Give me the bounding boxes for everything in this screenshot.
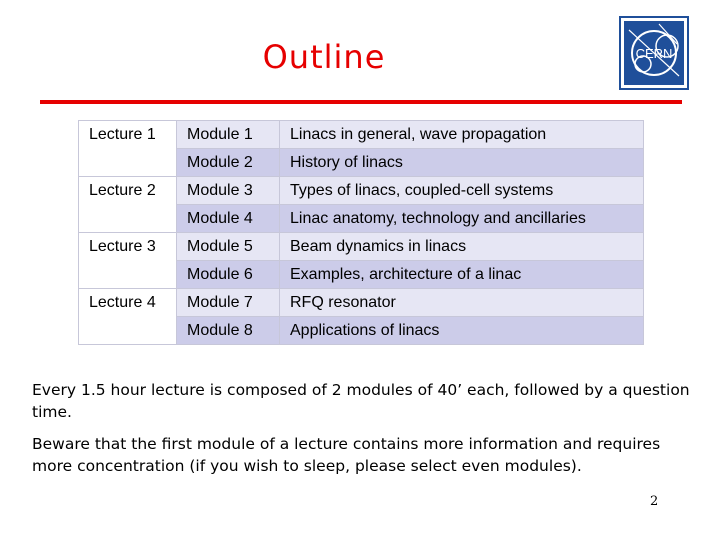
note-paragraph-1: Every 1.5 hour lecture is composed of 2 modules of 40’ each, followed by a question time. bbox=[32, 381, 690, 421]
topic-cell: Applications of linacs bbox=[280, 317, 644, 345]
cern-logo-icon bbox=[619, 16, 689, 90]
table-row bbox=[79, 233, 644, 261]
table-row bbox=[79, 177, 644, 205]
module-cell: Module 1 bbox=[177, 121, 280, 149]
module-cell: Module 7 bbox=[177, 289, 280, 317]
slide-title: Outline bbox=[262, 38, 386, 76]
topic-cell: History of linacs bbox=[280, 149, 644, 177]
module-cell: Module 8 bbox=[177, 317, 280, 345]
module-cell: Module 3 bbox=[177, 177, 280, 205]
lecture-cell: Lecture 1 bbox=[79, 121, 177, 177]
note-paragraph-2: Beware that the first module of a lecture contains more information and requires more concentration (if you wish to sleep, please select even modules). bbox=[32, 435, 661, 475]
topic-cell: Beam dynamics in linacs bbox=[280, 233, 644, 261]
title-underline bbox=[40, 100, 682, 104]
module-cell: Module 4 bbox=[177, 205, 280, 233]
module-cell: Module 5 bbox=[177, 233, 280, 261]
topic-cell: Examples, architecture of a linac bbox=[280, 261, 644, 289]
lecture-cell: Lecture 2 bbox=[79, 177, 177, 233]
topic-cell: Types of linacs, coupled-cell systems bbox=[280, 177, 644, 205]
lecture-cell: Lecture 3 bbox=[79, 233, 177, 289]
topic-cell: Linacs in general, wave propagation bbox=[280, 121, 644, 149]
module-cell: Module 2 bbox=[177, 149, 280, 177]
outline-table bbox=[78, 120, 644, 345]
table-row bbox=[79, 121, 644, 149]
topic-cell: RFQ resonator bbox=[280, 289, 644, 317]
module-cell: Module 6 bbox=[177, 261, 280, 289]
topic-cell: Linac anatomy, technology and ancillaries bbox=[280, 205, 644, 233]
table-row bbox=[79, 289, 644, 317]
logo-text: CERN bbox=[635, 46, 673, 61]
lecture-cell: Lecture 4 bbox=[79, 289, 177, 345]
page-number: 2 bbox=[650, 494, 659, 509]
